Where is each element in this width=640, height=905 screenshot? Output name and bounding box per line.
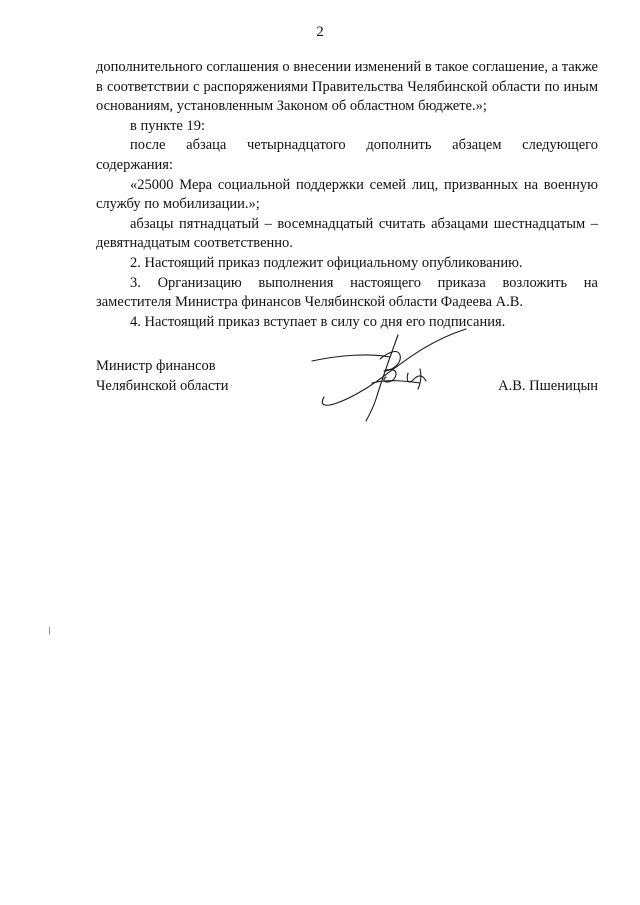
signatory-title-line-2: Челябинской области [96,377,229,394]
paragraph-renumbering: абзацы пятнадцатый – восемнадцатый считать абзацами шестнадцатым – девятнадцатым соответственно. [96,215,598,252]
signature-block [96,357,598,447]
signatory-name: А.В. Пшеницын [498,377,598,394]
paragraph-item-3: 3. Организацию выполнения настоящего приказа возложить на заместителя Министра финансов Челябинской области Фадеева А.В. [96,274,598,311]
paragraph-quoted-code: «25000 Мера социальной поддержки семей лиц, призванных на военную службу по мобилизации.»; [96,176,598,213]
page-number: 2 [316,24,324,40]
signatory-title-line-1: Министр финансов [96,358,216,374]
paragraph-item-4: 4. Настоящий приказ вступает в силу со дня его подписания. [130,313,506,330]
signatory-title [96,357,229,396]
paragraph-point-19: в пункте 19: [130,117,206,134]
document-body [96,58,598,332]
paragraph-continuation: дополнительного соглашения о внесении изменений в такое соглашение, а также в соответствии с распоряжениями Правительства Челябинской области по иным основаниям, установленным Законом об областном бюджете.»; [96,59,598,115]
handwritten-signature [310,327,480,427]
paragraph-item-2: 2. Настоящий приказ подлежит официальному опубликованию. [130,254,523,271]
paragraph-after-fourteenth: после абзаца четырнадцатого дополнить абзацем следующего [130,137,598,154]
margin-mark [49,627,50,635]
paragraph-content-label: содержания: [96,156,174,173]
